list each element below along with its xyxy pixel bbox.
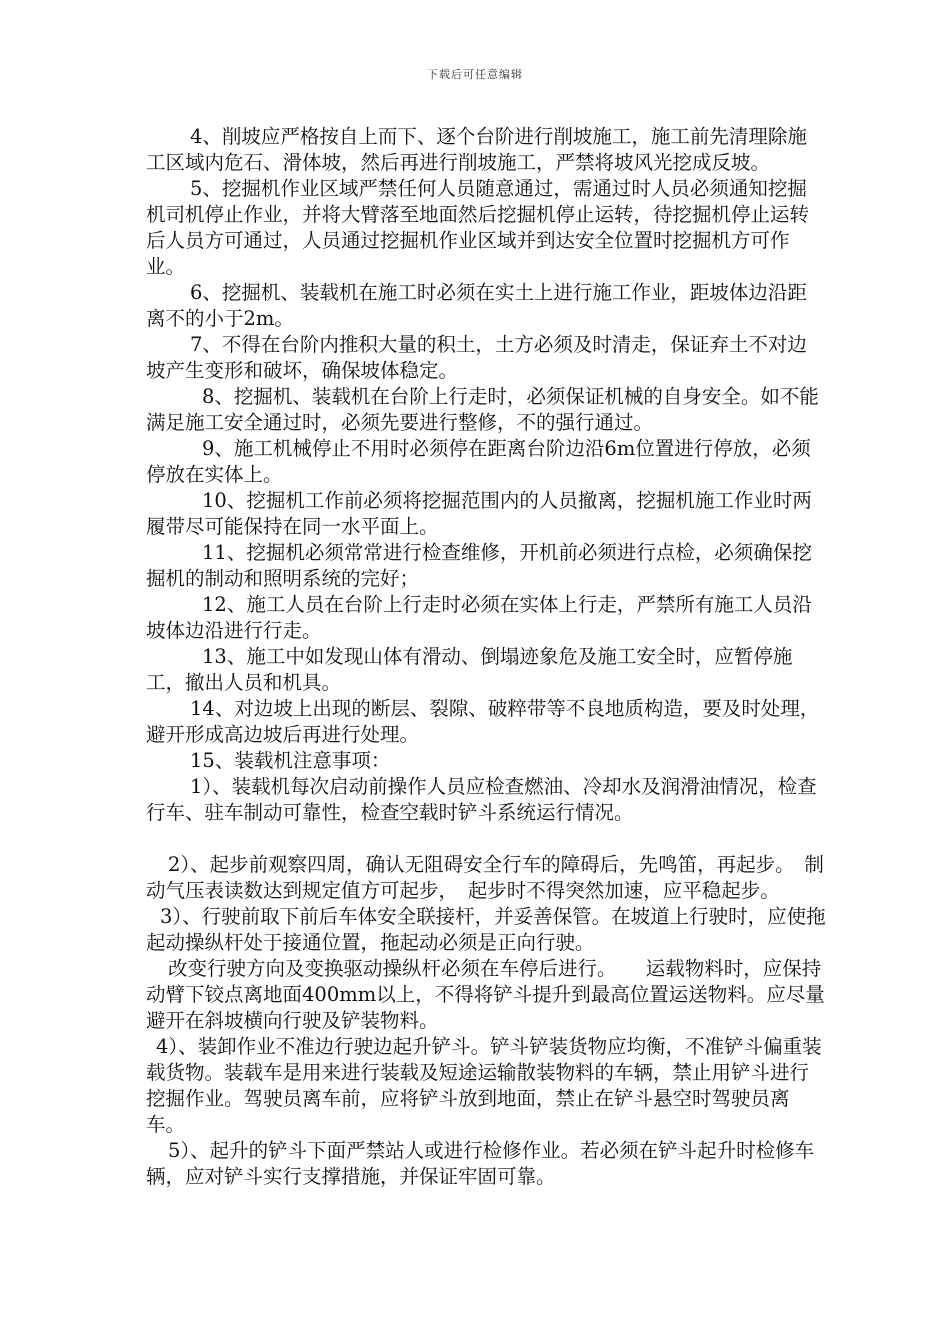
paragraph-subitem-4: 4）、装卸作业不准边行驶边起升铲斗。铲斗铲装货物应均衡，不准铲斗偏重装载货物。装载车是用来进行装载及短途运输散装物料的车辆，禁止用铲斗进行挖掘作业。驾驶员离车前，应将铲斗放到地面，禁止在铲斗悬空时驾驶员离车。 xyxy=(146,1035,822,1136)
page-header-note: 下载后可任意编辑 xyxy=(427,68,523,81)
paragraph-subitem-5: 5）、起升的铲斗下面严禁站人或进行检修作业。若必须在铲斗起升时检修车辆，应对铲斗实行支撑措施，并保证牢固可靠。 xyxy=(146,1139,815,1188)
paragraph-subitem-3-continued: 改变行驶方向及变换驱动操纵杆必须在车停后进行。 运载物料时，应保持动臂下铰点离地面400mm以上，不得将铲斗提升到最高位置运送物料。应尽量避开在斜坡横向行驶及铲装物料。 xyxy=(146,957,825,1032)
document-body xyxy=(146,124,826,1190)
paragraph-item-13: 13、施工中如发现山体有滑动、倒塌迹象危及施工安全时，应暂停施工，撤出人员和机具。 xyxy=(146,645,793,694)
paragraph-subitem-2: 2）、起步前观察四周，确认无阻碍安全行车的障碍后，先鸣笛，再起步。 制动气压表读数达到规定值方可起步， 起步时不得突然加速，应平稳起步。 xyxy=(146,853,824,902)
paragraph-item-15: 15、装载机注意事项： xyxy=(190,749,391,772)
paragraph-item-14: 14、对边坡上出现的断层、裂隙、破粹带等不良地质构造，要及时处理，避开形成高边坡后再进行处理。 xyxy=(146,697,820,746)
paragraph-item-9: 9、施工机械停止不用时必须停在距离台阶边沿6m位置进行停放，必须停放在实体上。 xyxy=(146,437,811,486)
paragraph-item-8: 8、挖掘机、装载机在台阶上行走时，必须保证机械的自身安全。如不能满足施工安全通过时，必须先要进行整修，不的强行通过。 xyxy=(146,385,819,434)
paragraph-item-5: 5、挖掘机作业区域严禁任何人员随意通过，需通过时人员必须通知挖掘机司机停止作业，并将大臂落至地面然后挖掘机停止运转，待挖掘机停止运转后人员方可通过，人员通过挖掘机作业区域并到达安全位置时挖掘机方可作业。 xyxy=(146,177,810,278)
paragraph-subitem-1: 1）、装载机每次启动前操作人员应检查燃油、冷却水及润滑油情况，检查行车、驻车制动可靠性，检查空载时铲斗系统运行情况。 xyxy=(146,775,817,824)
paragraph-item-11: 11、挖掘机必须常常进行检查维修，开机前必须进行点检，必须确保挖掘机的制动和照明系统的完好； xyxy=(146,541,812,590)
paragraph-item-6: 6、挖掘机、装载机在施工时必须在实土上进行施工作业，距坡体边沿距离不的小于2m。 xyxy=(146,281,807,330)
paragraph-item-4: 4、削坡应严格按自上而下、逐个台阶进行削坡施工，施工前先清理除施工区域内危石、滑体坡，然后再进行削坡施工，严禁将坡风光挖成反坡。 xyxy=(146,125,807,174)
paragraph-item-10: 10、挖掘机工作前必须将挖掘范围内的人员撤离，挖掘机施工作业时两履带尽可能保持在同一水平面上。 xyxy=(146,489,812,538)
paragraph-subitem-3: 3）、行驶前取下前后车体安全联接杆，并妥善保管。在坡道上行驶时，应使拖起动操纵杆处于接通位置，拖起动必须是正向行驶。 xyxy=(146,905,826,954)
paragraph-item-7: 7、不得在台阶内推积大量的积土，土方必须及时清走，保证弃土不对边坡产生变形和破坏，确保坡体稳定。 xyxy=(146,333,807,382)
paragraph-item-12: 12、施工人员在台阶上行走时必须在实体上行走，严禁所有施工人员沿坡体边沿进行行走。 xyxy=(146,593,812,642)
